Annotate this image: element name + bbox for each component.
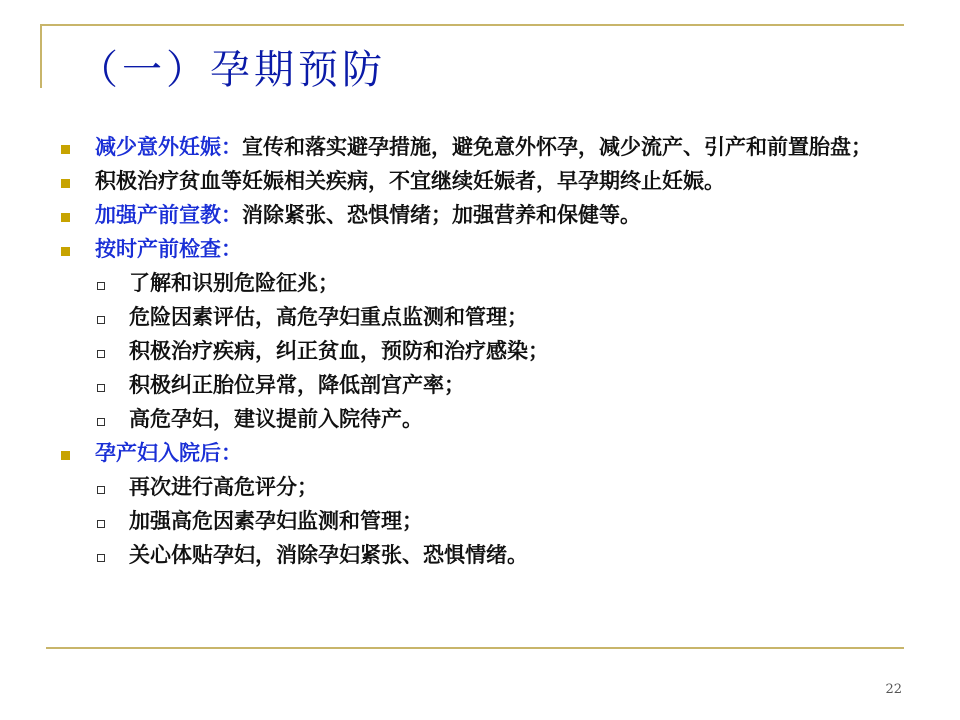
- sub-list-item: [58, 402, 904, 436]
- list-item: [58, 436, 904, 470]
- item-heading: 按时产前检查：: [95, 237, 242, 261]
- square-bullet-icon: [61, 247, 70, 256]
- sub-item-text: 积极治疗疾病，纠正贫血，预防和治疗感染；: [129, 339, 549, 363]
- square-bullet-icon: [61, 451, 70, 460]
- sub-item-text: 关心体贴孕妇，消除孕妇紧张、恐惧情绪。: [129, 543, 528, 567]
- sub-item-text: 再次进行高危评分；: [129, 475, 318, 499]
- sub-list-item: [58, 300, 904, 334]
- hollow-square-bullet-icon: [97, 316, 105, 324]
- slide-body: [58, 130, 904, 572]
- item-text: 宣传和落实避孕措施，避免意外怀孕，减少流产、引产和前置胎盘；: [242, 135, 872, 159]
- list-item: [58, 198, 904, 232]
- left-rule: [40, 24, 42, 88]
- sub-list-item: [58, 470, 904, 504]
- sub-list-item: [58, 266, 904, 300]
- item-text: 积极治疗贫血等妊娠相关疾病，不宜继续妊娠者，早孕期终止妊娠。: [95, 169, 725, 193]
- item-heading: 减少意外妊娠：: [95, 135, 242, 159]
- page-number: 22: [885, 682, 902, 697]
- item-heading: 孕产妇入院后：: [95, 441, 242, 465]
- square-bullet-icon: [61, 179, 70, 188]
- sub-list-item: [58, 368, 904, 402]
- hollow-square-bullet-icon: [97, 418, 105, 426]
- sub-item-text: 积极纠正胎位异常，降低剖宫产率；: [129, 373, 465, 397]
- slide-title: （一）孕期预防: [78, 47, 386, 93]
- sub-item-text: 了解和识别危险征兆；: [129, 271, 339, 295]
- hollow-square-bullet-icon: [97, 486, 105, 494]
- sub-item-text: 加强高危因素孕妇监测和管理；: [129, 509, 423, 533]
- bottom-rule: [46, 647, 904, 649]
- item-heading: 加强产前宣教：: [95, 203, 242, 227]
- hollow-square-bullet-icon: [97, 520, 105, 528]
- list-item: [58, 130, 904, 164]
- list-item: [58, 232, 904, 266]
- hollow-square-bullet-icon: [97, 384, 105, 392]
- hollow-square-bullet-icon: [97, 282, 105, 290]
- hollow-square-bullet-icon: [97, 350, 105, 358]
- list-item: [58, 164, 904, 198]
- sub-item-text: 高危孕妇，建议提前入院待产。: [129, 407, 423, 431]
- sub-item-text: 危险因素评估，高危孕妇重点监测和管理；: [129, 305, 528, 329]
- square-bullet-icon: [61, 213, 70, 222]
- item-text: 消除紧张、恐惧情绪；加强营养和保健等。: [242, 203, 641, 227]
- square-bullet-icon: [61, 145, 70, 154]
- sub-list-item: [58, 538, 904, 572]
- sub-list-item: [58, 504, 904, 538]
- sub-list-item: [58, 334, 904, 368]
- top-rule: [40, 24, 904, 26]
- hollow-square-bullet-icon: [97, 554, 105, 562]
